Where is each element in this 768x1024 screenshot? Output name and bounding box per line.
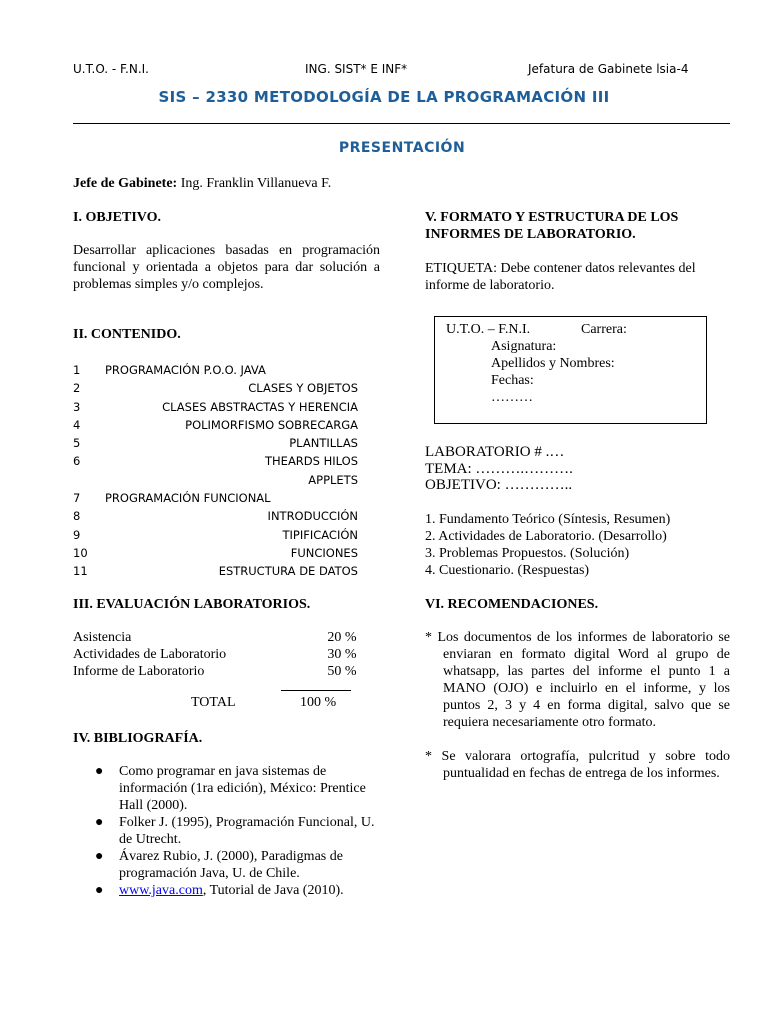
table-row bbox=[73, 629, 357, 646]
item-number: 1 bbox=[73, 363, 81, 377]
laboratorio-line: LABORATORIO # .… bbox=[425, 444, 565, 460]
contenido-heading-text: II. CONTENIDO. bbox=[73, 327, 181, 342]
bibliography-entry: Como programar en java sistemas de información (1ra edición), México: Prentice Hall (2000). bbox=[119, 764, 366, 813]
course-title: SIS – 2330 METODOLOGÍA DE LA PROGRAMACIÓN III bbox=[158, 88, 610, 106]
jefe-line bbox=[73, 176, 331, 192]
list-item bbox=[73, 848, 383, 882]
item-text: POLIMORFISMO SOBRECARGA bbox=[185, 417, 358, 432]
contenido-list bbox=[73, 361, 358, 581]
total-divider bbox=[281, 690, 351, 691]
list-item bbox=[73, 398, 358, 416]
box-carrera: Carrera: bbox=[581, 322, 627, 337]
item-text: INTRODUCCIÓN bbox=[267, 509, 358, 524]
recommendation-item: * Los documentos de los informes de laboratorio se enviaran en formato digital Word al grupo de whatsapp, las partes del informe el punto 1 a MANO (OJO) e incluirlo en el informe, y los puntos 2, 3 y 4 en forma digital, salvo que se requiera necesariamente otro formato. bbox=[425, 630, 730, 730]
row-label: Informe de Laboratorio bbox=[73, 664, 205, 679]
laboratorio-block bbox=[425, 444, 730, 494]
row-label: Asistencia bbox=[73, 630, 132, 645]
item-number: 9 bbox=[73, 527, 81, 542]
evaluacion-heading bbox=[73, 596, 380, 613]
bibliography-entry: Ávarez Rubio, J. (2000), Paradigmas de programación Java, U. de Chile. bbox=[119, 849, 343, 881]
item-number: 7 bbox=[73, 491, 81, 506]
item-text: PROGRAMACIÓN P.O.O. JAVA bbox=[105, 363, 266, 377]
item-text: APPLETS bbox=[308, 472, 358, 487]
table-row bbox=[73, 663, 357, 680]
bullet-icon: ● bbox=[95, 883, 104, 898]
objetivo-section bbox=[73, 209, 380, 293]
list-item bbox=[73, 434, 358, 452]
item-number: 5 bbox=[73, 436, 81, 451]
bibliografia-list bbox=[73, 763, 383, 899]
label-box bbox=[434, 316, 707, 424]
list-item bbox=[73, 882, 383, 899]
item-number: 2 bbox=[73, 381, 81, 396]
item-text: THEARDS HILOS bbox=[265, 454, 358, 469]
formato-heading: V. FORMATO Y ESTRUCTURA DE LOS INFORMES DE LABORATORIO. bbox=[425, 210, 679, 242]
list-item bbox=[73, 416, 358, 434]
formato-section bbox=[425, 209, 730, 294]
header-divider bbox=[73, 123, 730, 124]
item-text: CLASES Y OBJETOS bbox=[248, 381, 358, 396]
bibliografia-heading bbox=[73, 730, 380, 747]
item-text: FUNCIONES bbox=[290, 545, 358, 560]
list-item: 4. Cuestionario. (Respuestas) bbox=[425, 563, 590, 578]
list-item bbox=[73, 814, 383, 848]
box-asignatura: Asignatura: bbox=[491, 339, 557, 354]
java-link[interactable]: www.java.com bbox=[119, 883, 203, 898]
list-item bbox=[73, 562, 358, 580]
bullet-icon: ● bbox=[95, 764, 104, 779]
recomendaciones-heading-text: VI. RECOMENDACIONES. bbox=[425, 597, 599, 612]
row-value: 20 % bbox=[327, 630, 357, 645]
item-number: 3 bbox=[73, 399, 81, 414]
table-row bbox=[73, 646, 357, 663]
box-apellidos: Apellidos y Nombres: bbox=[491, 356, 615, 371]
recommendation-item: * Se valorara ortografía, pulcritud y sobre todo puntualidad en fechas de entrega de los informes. bbox=[425, 749, 730, 781]
bullet-icon: ● bbox=[95, 815, 104, 830]
list-item bbox=[73, 544, 358, 562]
list-item bbox=[73, 763, 383, 814]
list-item bbox=[73, 489, 358, 507]
jefe-value: Ing. Franklin Villanueva F. bbox=[180, 176, 332, 191]
header-department: ING. SIST* E INF* bbox=[305, 62, 408, 76]
link-suffix: , Tutorial de Java (2010). bbox=[202, 883, 344, 898]
item-number: 11 bbox=[73, 564, 88, 579]
item-text: ESTRUCTURA DE DATOS bbox=[218, 564, 358, 579]
list-item bbox=[73, 379, 358, 397]
list-item bbox=[73, 452, 358, 470]
box-fechas: Fechas: bbox=[491, 373, 534, 388]
item-number: 10 bbox=[73, 545, 88, 560]
header-institution: U.T.O. - F.N.I. bbox=[73, 62, 149, 76]
etiqueta-text: ETIQUETA: Debe contener datos relevantes del informe de laboratorio. bbox=[425, 261, 696, 293]
section-title: PRESENTACIÓN bbox=[338, 140, 466, 156]
row-value: 50 % bbox=[327, 664, 357, 679]
jefe-label: Jefe de Gabinete: bbox=[73, 176, 178, 191]
list-item bbox=[73, 507, 358, 525]
recomendaciones-list bbox=[425, 629, 730, 782]
bibliography-entry: Folker J. (1995), Programación Funcional, U. de Utrecht. bbox=[119, 815, 375, 847]
bibliografia-heading-text: IV. BIBLIOGRAFÍA. bbox=[73, 731, 203, 746]
evaluacion-table bbox=[73, 629, 357, 680]
objetivo-heading: I. OBJETIVO. bbox=[73, 210, 162, 225]
box-institution: U.T.O. – F.N.I. bbox=[446, 322, 531, 337]
total-label: TOTAL bbox=[191, 695, 236, 710]
list-item: 2. Actividades de Laboratorio. (Desarrollo) bbox=[425, 529, 667, 544]
list-item bbox=[73, 361, 358, 379]
list-item bbox=[73, 471, 358, 489]
header-office: Jefatura de Gabinete lsia-4 bbox=[528, 62, 689, 76]
formato-list bbox=[425, 511, 730, 579]
row-value: 30 % bbox=[327, 647, 357, 662]
item-number: 4 bbox=[73, 417, 81, 432]
box-dots: ……… bbox=[491, 390, 533, 405]
total-value: 100 % bbox=[300, 695, 337, 710]
item-number: 8 bbox=[73, 509, 81, 524]
objetivo-line: OBJETIVO: ………….. bbox=[425, 477, 573, 493]
list-item: 3. Problemas Propuestos. (Solución) bbox=[425, 546, 630, 561]
evaluacion-heading-text: III. EVALUACIÓN LABORATORIOS. bbox=[73, 597, 311, 612]
item-number: 6 bbox=[73, 454, 81, 469]
bullet-icon: ● bbox=[95, 849, 104, 864]
row-label: Actividades de Laboratorio bbox=[73, 647, 227, 662]
list-item: 1. Fundamento Teórico (Síntesis, Resumen) bbox=[425, 512, 671, 527]
contenido-heading bbox=[73, 326, 380, 343]
item-text: CLASES ABSTRACTAS Y HERENCIA bbox=[162, 399, 358, 414]
item-text: TIPIFICACIÓN bbox=[282, 527, 358, 542]
item-text: PLANTILLAS bbox=[289, 436, 358, 451]
recomendaciones-heading bbox=[425, 596, 730, 613]
objetivo-text: Desarrollar aplicaciones basadas en programación funcional y orientada a objetos para dar solución a problemas simples y/o complejos. bbox=[73, 243, 380, 292]
tema-line: TEMA: ……….………. bbox=[425, 460, 573, 477]
item-text: PROGRAMACIÓN FUNCIONAL bbox=[105, 491, 271, 506]
list-item bbox=[73, 526, 358, 544]
